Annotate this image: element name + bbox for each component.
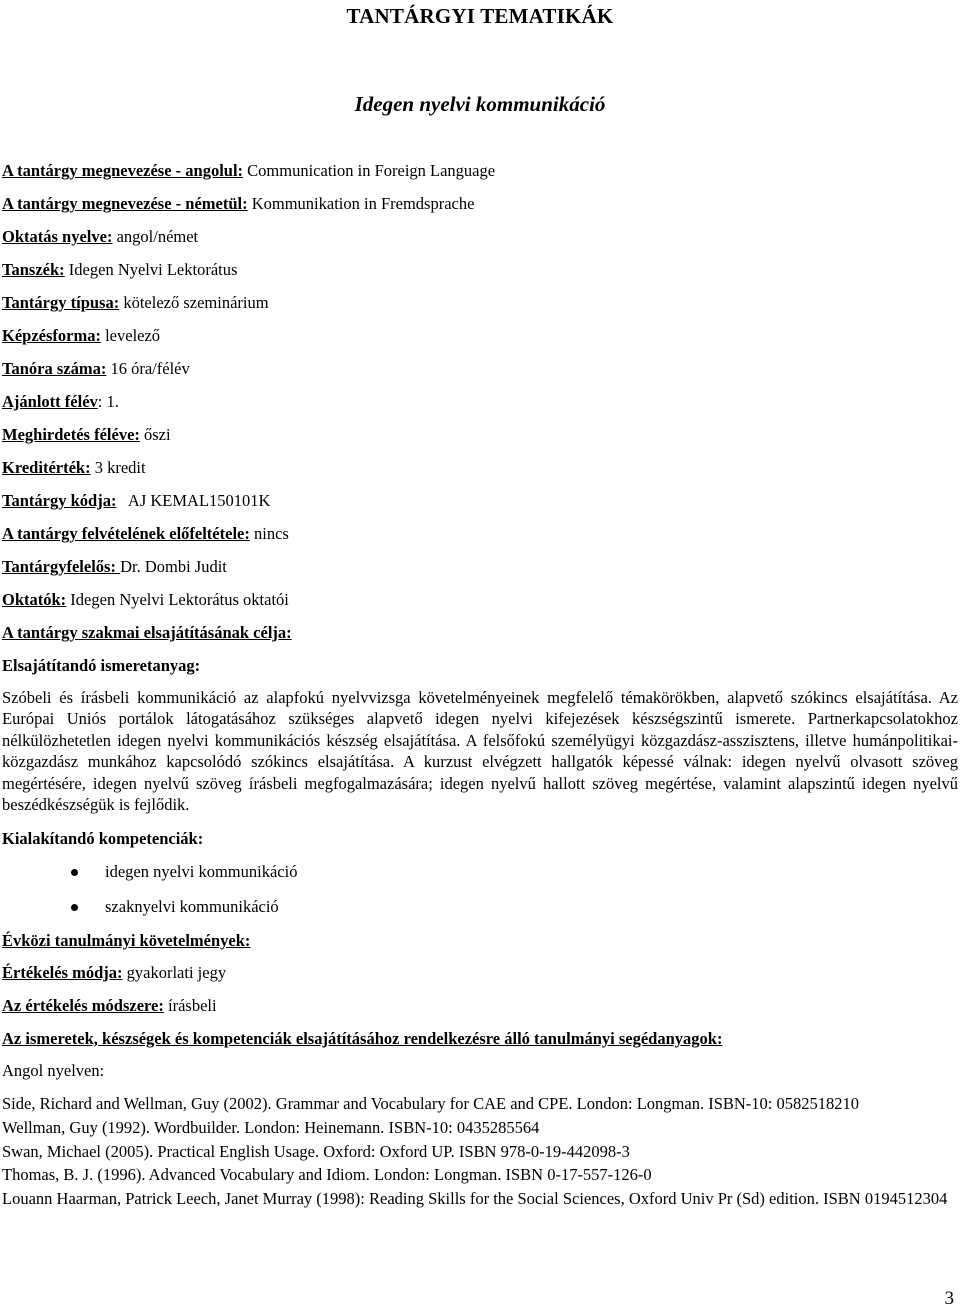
field-subject-type	[2, 293, 269, 313]
subject-title: Idegen nyelvi kommunikáció	[354, 92, 606, 116]
page-title: TANTÁRGYI TEMATIKÁK	[346, 4, 614, 28]
field-value: AJ KEMAL150101K	[116, 491, 271, 510]
field-value: írásbeli	[163, 996, 217, 1015]
field-subject-code	[2, 491, 270, 511]
field-value: 3 kredit	[90, 458, 146, 477]
field-value: gyakorlati jegy	[122, 963, 227, 982]
field-label: Meghirdetés féléve:	[2, 425, 140, 444]
list-item-text: szaknyelvi kommunikáció	[105, 897, 279, 916]
reference-item: Louann Haarman, Patrick Leech, Janet Murray (1998): Reading Skills for the Social Sciences, Oxford Univ Pr (Sd) edition. ISBN 0194512304	[2, 1189, 948, 1209]
field-lesson-count	[2, 359, 190, 379]
field-instructors	[2, 590, 289, 610]
field-value: Kommunikation in Fremdsprache	[247, 194, 475, 213]
field-label: Kreditérték:	[2, 458, 91, 477]
field-label: A tantárgy szakmai elsajátításának célja:	[2, 623, 292, 642]
reference-item: Side, Richard and Wellman, Guy (2002). Grammar and Vocabulary for CAE and CPE. London: Longman. ISBN-10: 0582518210	[2, 1094, 860, 1113]
field-english-name	[2, 161, 495, 181]
field-label: A tantárgy megnevezése - angolul:	[2, 161, 244, 180]
field-value: Dr. Dombi Judit	[120, 557, 227, 576]
field-evaluation-method	[2, 996, 217, 1016]
list-item	[0, 896, 297, 931]
materials-heading: Az ismeretek, készségek és kompetenciák elsajátításához rendelkezésre álló tanulmányi segédanyagok:	[2, 1029, 723, 1048]
field-value: Idegen Nyelvi Lektorátus	[64, 260, 238, 279]
list-item-text: idegen nyelvi kommunikáció	[105, 862, 298, 881]
bullet-icon	[71, 869, 78, 876]
field-value: : 1.	[97, 392, 119, 411]
field-department	[2, 260, 237, 280]
field-german-name	[2, 194, 474, 214]
field-label: Tantárgy típusa:	[2, 293, 120, 312]
field-announcement-semester	[2, 425, 171, 445]
field-label: Oktatók:	[2, 590, 67, 609]
reference-item: Thomas, B. J. (1996). Advanced Vocabulary and Idiom. London: Longman. ISBN 0-17-557-126-0	[2, 1165, 652, 1185]
reference-list	[2, 1093, 958, 1212]
competence-heading: Kialakítandó kompetenciák:	[2, 829, 204, 848]
knowledge-text: Szóbeli és írásbeli kommunikáció az alapfokú nyelvvizsga követelményeinek megfelelő témakörökben, alapvető szókincs elsajátítása. Az Európai Uniós portálok látogatásához szükséges alapvető idegen nyelvi kifejezések készségszintű ismerete. Partnerkapcsolatokhoz nélkülözhetetlen idegen nyelvi kommunikációs készség elsajátítása. A felsőfokú személyügyi közgazdász-asszisztens, illetve humánpolitikai-közgazdász munkához kapcsolódó szókincs elsajátítása. A kurzust elvégzett hallgatók képessé válnak: idegen nyelvű olvasott szöveg megértésére, idegen nyelvű szöveg írásbeli megfogalmazására; idegen nyelvű hallott szöveg megértése, valamint alapszintű idegen nyelvű beszédkészségük is fejlődik.	[2, 688, 958, 815]
knowledge-heading: Elsajátítandó ismeretanyag:	[2, 656, 201, 675]
reference-item: Swan, Michael (2005). Practical English Usage. Oxford: Oxford UP. ISBN 978-0-19-442098-3	[2, 1141, 630, 1161]
field-label: Tantárgy kódja:	[2, 491, 117, 510]
field-label: Tanóra száma:	[2, 359, 107, 378]
field-label: Képzésforma:	[2, 326, 101, 345]
field-recommended-semester	[2, 392, 119, 412]
field-label: Tantárgyfelelős:	[2, 557, 121, 576]
field-label: Ajánlott félév	[2, 392, 98, 411]
field-training-form	[2, 326, 160, 346]
field-value: 16 óra/félév	[106, 359, 190, 378]
field-label: Értékelés módja:	[2, 963, 123, 982]
field-value: kötelező szeminárium	[119, 293, 269, 312]
field-goal	[2, 623, 292, 643]
field-language	[2, 227, 198, 247]
field-label: Az értékelés módszere:	[2, 996, 164, 1015]
field-label: A tantárgy felvételének előfeltétele:	[2, 524, 250, 543]
list-item	[0, 861, 297, 896]
field-value: Idegen Nyelvi Lektorátus oktatói	[66, 590, 289, 609]
requirements-heading: Évközi tanulmányi követelmények:	[2, 931, 251, 950]
field-value: nincs	[249, 524, 289, 543]
field-value: levelező	[100, 326, 161, 345]
bullet-icon	[71, 904, 78, 911]
field-value: angol/német	[112, 227, 199, 246]
field-evaluation	[2, 963, 226, 983]
field-value: Communication in Foreign Language	[243, 161, 496, 180]
reference-item: Wellman, Guy (1992). Wordbuilder. London: Heinemann. ISBN-10: 0435285564	[2, 1117, 540, 1137]
field-credit	[2, 458, 146, 478]
language-label: Angol nyelven:	[2, 1061, 105, 1080]
field-label: Oktatás nyelve:	[2, 227, 113, 246]
field-label: A tantárgy megnevezése - németül:	[2, 194, 248, 213]
field-value: őszi	[139, 425, 171, 444]
field-prerequisite	[2, 524, 289, 544]
field-responsible	[2, 557, 227, 577]
page-number: 3	[944, 1288, 954, 1309]
field-label: Tanszék:	[2, 260, 65, 279]
competence-list	[0, 861, 297, 931]
